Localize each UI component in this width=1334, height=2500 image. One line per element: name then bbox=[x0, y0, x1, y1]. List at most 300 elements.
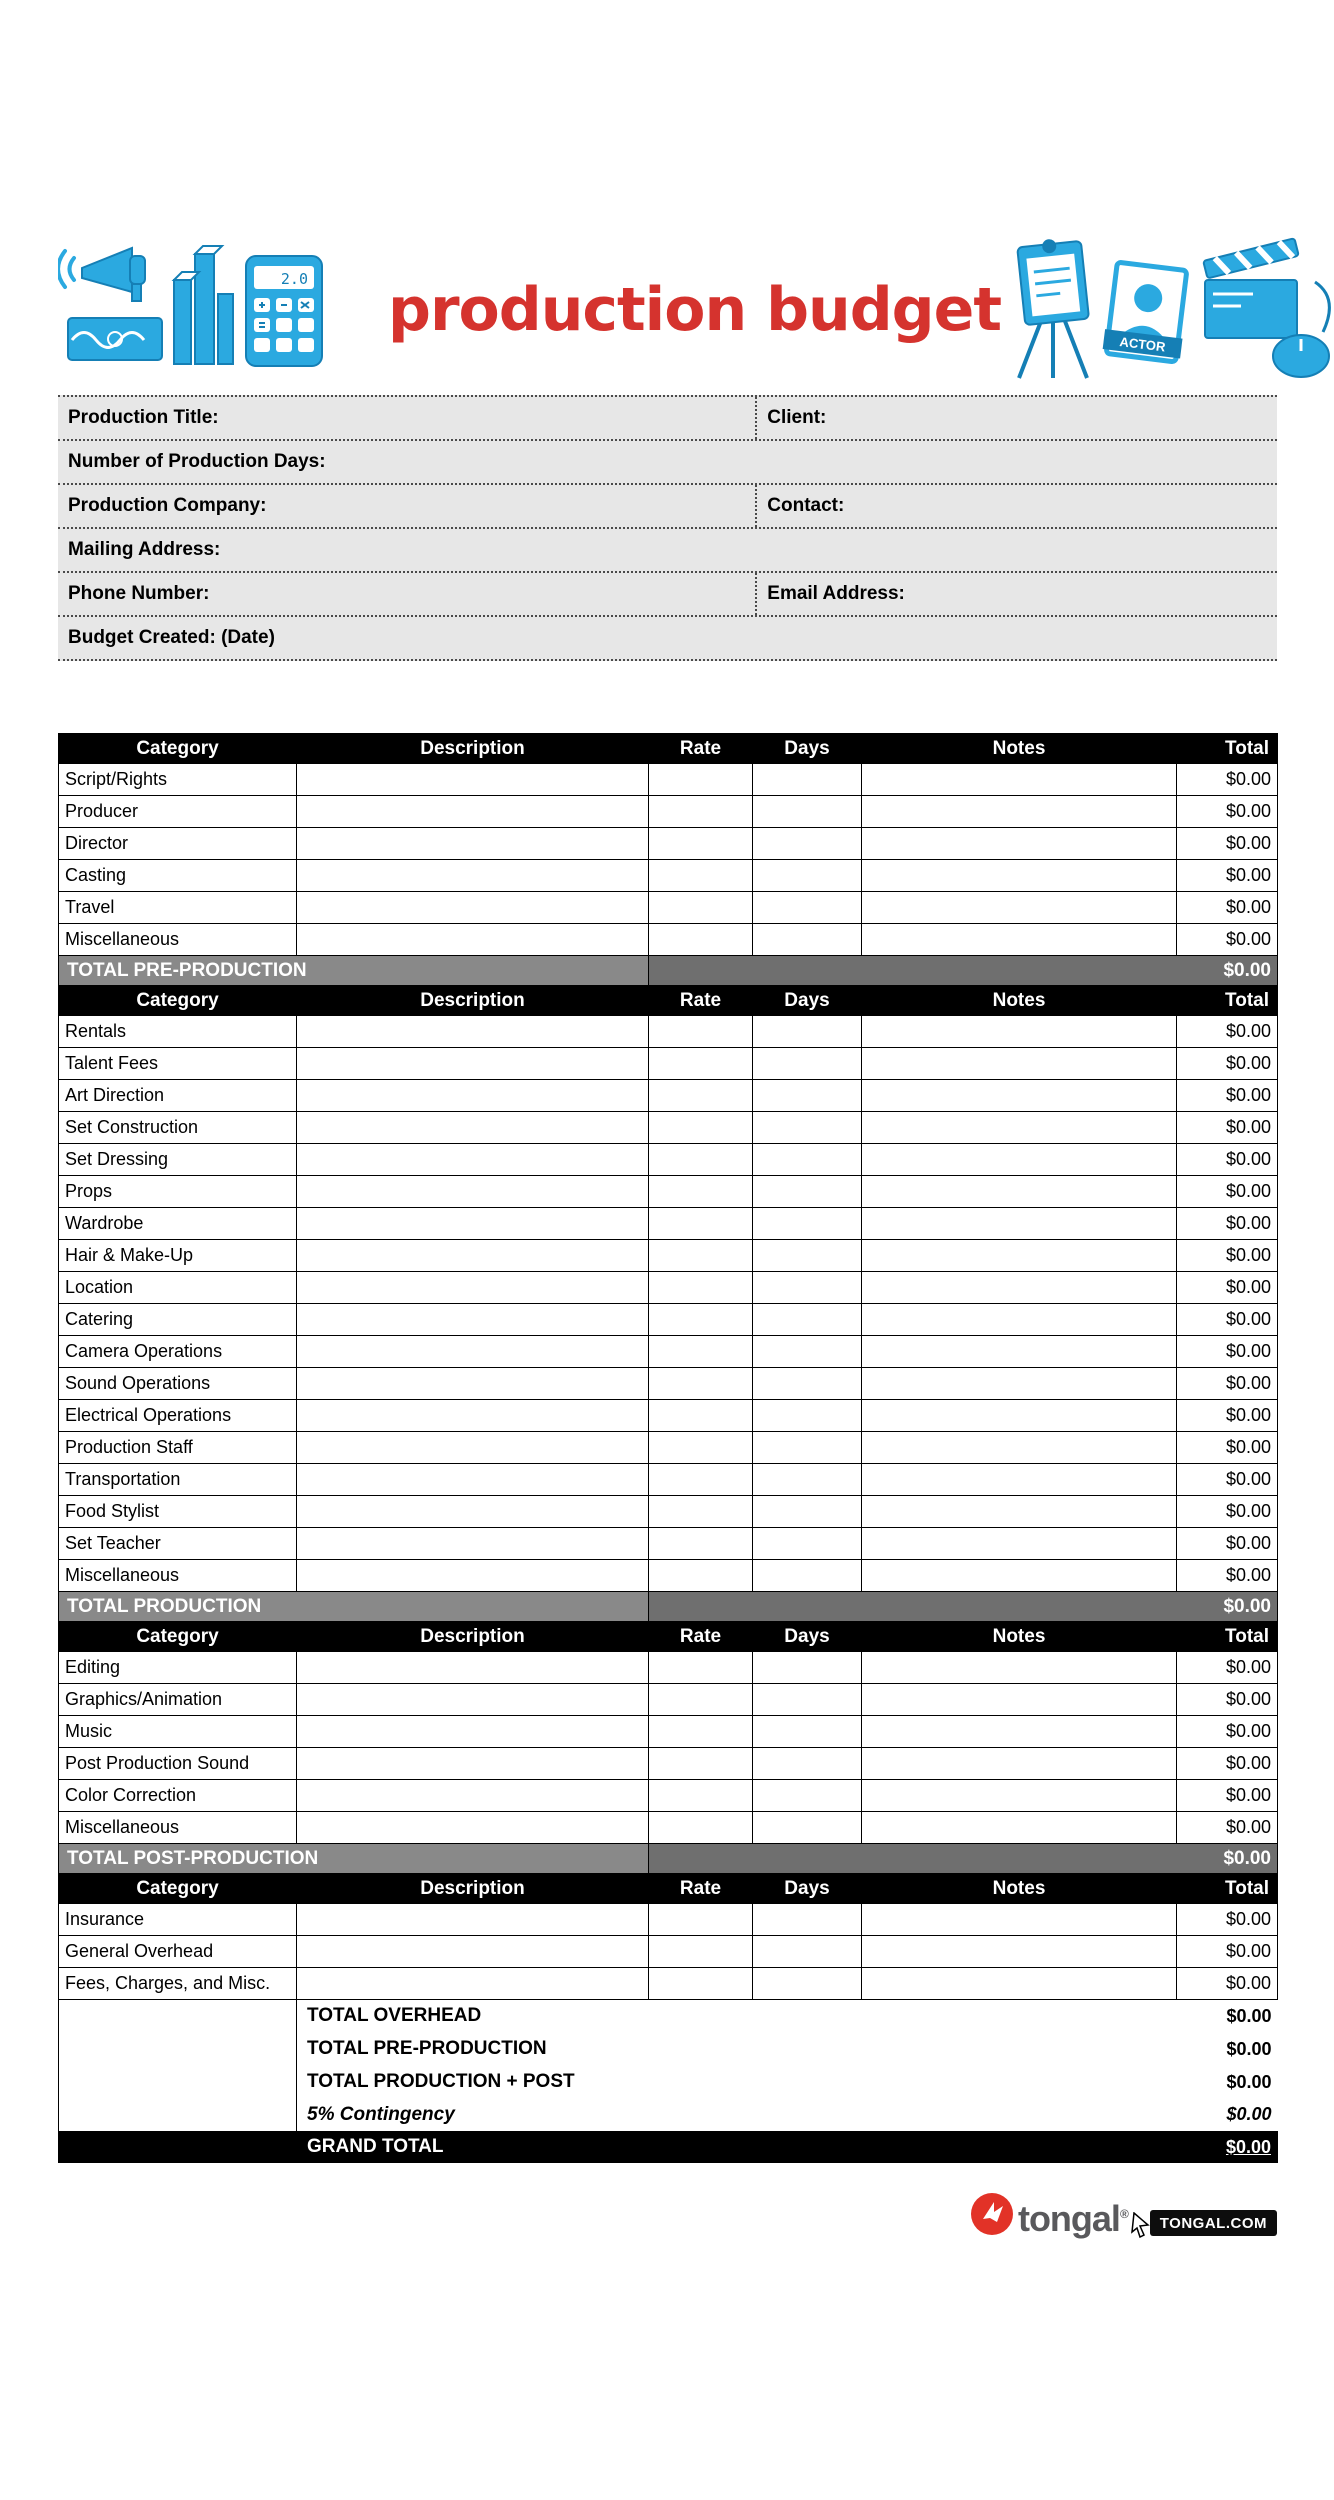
clapperboard-icon bbox=[1203, 238, 1299, 338]
input-cell-notes[interactable] bbox=[862, 1304, 1177, 1336]
category-cell: Electrical Operations bbox=[59, 1400, 297, 1432]
column-header-category: Category bbox=[59, 1622, 297, 1652]
total-cell: $0.00 bbox=[1177, 1716, 1278, 1748]
input-cell-rate[interactable] bbox=[649, 1080, 753, 1112]
input-cell-notes[interactable] bbox=[862, 1048, 1177, 1080]
input-cell-rate[interactable] bbox=[649, 1904, 753, 1936]
input-cell-days[interactable] bbox=[753, 1016, 862, 1048]
input-cell-description[interactable] bbox=[297, 1684, 649, 1716]
input-cell-notes[interactable] bbox=[862, 1716, 1177, 1748]
total-cell: $0.00 bbox=[1177, 1684, 1278, 1716]
column-header-rate: Rate bbox=[649, 1874, 753, 1904]
budget-row bbox=[59, 1904, 1278, 1936]
budget-table bbox=[58, 733, 1278, 2163]
cursor-icon bbox=[1130, 2212, 1152, 2238]
input-cell-rate[interactable] bbox=[649, 892, 753, 924]
total-cell: $0.00 bbox=[1177, 860, 1278, 892]
column-header-rate: Rate bbox=[649, 734, 753, 764]
total-cell: $0.00 bbox=[1177, 1304, 1278, 1336]
input-cell-rate[interactable] bbox=[649, 1968, 753, 2000]
input-cell-notes[interactable] bbox=[862, 1176, 1177, 1208]
budget-row bbox=[59, 1336, 1278, 1368]
input-cell-days[interactable] bbox=[753, 1904, 862, 1936]
info-field-label: Production Company: bbox=[68, 495, 267, 516]
input-cell-description[interactable] bbox=[297, 1432, 649, 1464]
input-cell-description[interactable] bbox=[297, 1368, 649, 1400]
input-cell-notes[interactable] bbox=[862, 828, 1177, 860]
input-cell-description[interactable] bbox=[297, 1528, 649, 1560]
category-cell: Miscellaneous bbox=[59, 1560, 297, 1592]
budget-row bbox=[59, 828, 1278, 860]
summary-value: $0.00 bbox=[1177, 2066, 1278, 2099]
grand-total-spacer bbox=[59, 2132, 297, 2163]
total-cell: $0.00 bbox=[1177, 924, 1278, 956]
category-cell: Location bbox=[59, 1272, 297, 1304]
category-cell: Rentals bbox=[59, 1016, 297, 1048]
category-cell: Wardrobe bbox=[59, 1208, 297, 1240]
input-cell-rate[interactable] bbox=[649, 764, 753, 796]
input-cell-notes[interactable] bbox=[862, 860, 1177, 892]
column-header-notes: Notes bbox=[862, 734, 1177, 764]
input-cell-days[interactable] bbox=[753, 1304, 862, 1336]
input-cell-description[interactable] bbox=[297, 1336, 649, 1368]
input-cell-rate[interactable] bbox=[649, 860, 753, 892]
header bbox=[58, 236, 1277, 384]
budget-row bbox=[59, 1432, 1278, 1464]
input-cell-rate[interactable] bbox=[649, 1240, 753, 1272]
table-header-row bbox=[59, 1622, 1278, 1652]
registered-mark: ® bbox=[1119, 2207, 1128, 2221]
total-cell: $0.00 bbox=[1177, 1432, 1278, 1464]
column-header-notes: Notes bbox=[862, 1622, 1177, 1652]
total-cell: $0.00 bbox=[1177, 1496, 1278, 1528]
total-cell: $0.00 bbox=[1177, 1112, 1278, 1144]
input-cell-rate[interactable] bbox=[649, 1336, 753, 1368]
category-cell: Insurance bbox=[59, 1904, 297, 1936]
section-total-row bbox=[59, 1844, 1278, 1874]
budget-row bbox=[59, 1176, 1278, 1208]
category-cell: Fees, Charges, and Misc. bbox=[59, 1968, 297, 2000]
input-cell-description[interactable] bbox=[297, 1904, 649, 1936]
input-cell-description[interactable] bbox=[297, 1936, 649, 1968]
summary-label: TOTAL PRE-PRODUCTION bbox=[297, 2033, 1177, 2066]
input-cell-description[interactable] bbox=[297, 1208, 649, 1240]
total-cell: $0.00 bbox=[1177, 1080, 1278, 1112]
calculator-display: 2.0 bbox=[280, 270, 308, 288]
column-header-description: Description bbox=[297, 734, 649, 764]
input-cell-rate[interactable] bbox=[649, 1560, 753, 1592]
section-total-value: $0.00 bbox=[649, 1592, 1278, 1622]
summary-row bbox=[59, 2099, 1278, 2132]
budget-row bbox=[59, 1272, 1278, 1304]
input-cell-days[interactable] bbox=[753, 1968, 862, 2000]
category-cell: Sound Operations bbox=[59, 1368, 297, 1400]
input-cell-description[interactable] bbox=[297, 1652, 649, 1684]
input-cell-rate[interactable] bbox=[649, 1652, 753, 1684]
category-cell: Miscellaneous bbox=[59, 1812, 297, 1844]
info-row[interactable] bbox=[58, 441, 1277, 485]
input-cell-description[interactable] bbox=[297, 860, 649, 892]
column-header-description: Description bbox=[297, 1622, 649, 1652]
input-cell-days[interactable] bbox=[753, 892, 862, 924]
grand-total-row bbox=[59, 2132, 1278, 2163]
header-doodles-left bbox=[58, 236, 388, 384]
input-cell-days[interactable] bbox=[753, 1716, 862, 1748]
input-cell-days[interactable] bbox=[753, 796, 862, 828]
summary-row bbox=[59, 2066, 1278, 2099]
input-cell-rate[interactable] bbox=[649, 1716, 753, 1748]
input-cell-days[interactable] bbox=[753, 1400, 862, 1432]
category-cell: Production Staff bbox=[59, 1432, 297, 1464]
category-cell: Director bbox=[59, 828, 297, 860]
input-cell-notes[interactable] bbox=[862, 1016, 1177, 1048]
column-header-category: Category bbox=[59, 734, 297, 764]
input-cell-notes[interactable] bbox=[862, 1780, 1177, 1812]
input-cell-description[interactable] bbox=[297, 924, 649, 956]
input-cell-notes[interactable] bbox=[862, 1368, 1177, 1400]
input-cell-days[interactable] bbox=[753, 1176, 862, 1208]
input-cell-notes[interactable] bbox=[862, 1432, 1177, 1464]
column-header-category: Category bbox=[59, 986, 297, 1016]
input-cell-days[interactable] bbox=[753, 1464, 862, 1496]
input-cell-description[interactable] bbox=[297, 1176, 649, 1208]
category-cell: Set Teacher bbox=[59, 1528, 297, 1560]
total-cell: $0.00 bbox=[1177, 1336, 1278, 1368]
summary-spacer bbox=[59, 2000, 297, 2033]
input-cell-rate[interactable] bbox=[649, 1684, 753, 1716]
table-header-row bbox=[59, 734, 1278, 764]
actor-card-icon bbox=[1102, 262, 1191, 363]
clipboard-icon bbox=[1017, 236, 1089, 378]
input-cell-notes[interactable] bbox=[862, 1968, 1177, 2000]
summary-spacer bbox=[59, 2066, 297, 2099]
input-cell-days[interactable] bbox=[753, 1368, 862, 1400]
category-cell: Props bbox=[59, 1176, 297, 1208]
input-cell-rate[interactable] bbox=[649, 1432, 753, 1464]
input-cell-notes[interactable] bbox=[862, 1336, 1177, 1368]
input-cell-rate[interactable] bbox=[649, 1812, 753, 1844]
total-cell: $0.00 bbox=[1177, 1176, 1278, 1208]
column-header-category: Category bbox=[59, 1874, 297, 1904]
input-cell-days[interactable] bbox=[753, 764, 862, 796]
category-cell: Camera Operations bbox=[59, 1336, 297, 1368]
input-cell-description[interactable] bbox=[297, 1400, 649, 1432]
summary-row bbox=[59, 2000, 1278, 2033]
input-cell-rate[interactable] bbox=[649, 924, 753, 956]
page-title: production budget bbox=[388, 275, 1001, 345]
input-cell-rate[interactable] bbox=[649, 1748, 753, 1780]
category-cell: Set Construction bbox=[59, 1112, 297, 1144]
budget-row bbox=[59, 1112, 1278, 1144]
input-cell-notes[interactable] bbox=[862, 1144, 1177, 1176]
input-cell-days[interactable] bbox=[753, 924, 862, 956]
input-cell-notes[interactable] bbox=[862, 1208, 1177, 1240]
input-cell-notes[interactable] bbox=[862, 1400, 1177, 1432]
input-cell-description[interactable] bbox=[297, 828, 649, 860]
category-cell: Food Stylist bbox=[59, 1496, 297, 1528]
total-cell: $0.00 bbox=[1177, 1400, 1278, 1432]
header-doodles-right bbox=[1001, 236, 1331, 384]
input-cell-rate[interactable] bbox=[649, 1304, 753, 1336]
section-total-row bbox=[59, 956, 1278, 986]
input-cell-description[interactable] bbox=[297, 1048, 649, 1080]
column-header-total: Total bbox=[1177, 1622, 1278, 1652]
input-cell-notes[interactable] bbox=[862, 1560, 1177, 1592]
input-cell-description[interactable] bbox=[297, 1240, 649, 1272]
category-cell: Transportation bbox=[59, 1464, 297, 1496]
input-cell-days[interactable] bbox=[753, 1560, 862, 1592]
section-total-value: $0.00 bbox=[649, 1844, 1278, 1874]
budget-row bbox=[59, 1080, 1278, 1112]
budget-row bbox=[59, 1048, 1278, 1080]
input-cell-description[interactable] bbox=[297, 796, 649, 828]
section-total-value: $0.00 bbox=[649, 956, 1278, 986]
budget-row bbox=[59, 1240, 1278, 1272]
input-cell-days[interactable] bbox=[753, 1336, 862, 1368]
input-cell-notes[interactable] bbox=[862, 764, 1177, 796]
input-cell-notes[interactable] bbox=[862, 1528, 1177, 1560]
input-cell-rate[interactable] bbox=[649, 1272, 753, 1304]
summary-label: 5% Contingency bbox=[297, 2099, 1177, 2132]
cash-icon bbox=[68, 318, 162, 360]
megaphone-icon bbox=[58, 248, 145, 301]
total-cell: $0.00 bbox=[1177, 1368, 1278, 1400]
budget-row bbox=[59, 1716, 1278, 1748]
column-header-total: Total bbox=[1177, 734, 1278, 764]
budget-row bbox=[59, 892, 1278, 924]
category-cell: Graphics/Animation bbox=[59, 1684, 297, 1716]
info-row[interactable] bbox=[58, 617, 1277, 661]
input-cell-notes[interactable] bbox=[862, 1936, 1177, 1968]
input-cell-days[interactable] bbox=[753, 1272, 862, 1304]
input-cell-notes[interactable] bbox=[862, 1080, 1177, 1112]
column-header-days: Days bbox=[753, 986, 862, 1016]
summary-value: $0.00 bbox=[1177, 2099, 1278, 2132]
total-cell: $0.00 bbox=[1177, 1528, 1278, 1560]
info-row[interactable] bbox=[58, 397, 1277, 441]
info-row[interactable] bbox=[58, 485, 1277, 529]
budget-row bbox=[59, 1400, 1278, 1432]
summary-label: TOTAL PRODUCTION + POST bbox=[297, 2066, 1177, 2099]
input-cell-rate[interactable] bbox=[649, 1048, 753, 1080]
bars-icon bbox=[174, 246, 233, 364]
input-cell-days[interactable] bbox=[753, 1528, 862, 1560]
input-cell-rate[interactable] bbox=[649, 1400, 753, 1432]
input-cell-rate[interactable] bbox=[649, 1016, 753, 1048]
input-cell-days[interactable] bbox=[753, 1112, 862, 1144]
column-header-days: Days bbox=[753, 734, 862, 764]
input-cell-description[interactable] bbox=[297, 1464, 649, 1496]
summary-spacer bbox=[59, 2099, 297, 2132]
column-header-days: Days bbox=[753, 1874, 862, 1904]
column-header-total: Total bbox=[1177, 1874, 1278, 1904]
input-cell-notes[interactable] bbox=[862, 1812, 1177, 1844]
info-field-label: Phone Number: bbox=[68, 583, 210, 604]
input-cell-days[interactable] bbox=[753, 1780, 862, 1812]
input-cell-notes[interactable] bbox=[862, 1240, 1177, 1272]
input-cell-notes[interactable] bbox=[862, 1464, 1177, 1496]
column-header-description: Description bbox=[297, 1874, 649, 1904]
total-cell: $0.00 bbox=[1177, 796, 1278, 828]
category-cell: Art Direction bbox=[59, 1080, 297, 1112]
input-cell-notes[interactable] bbox=[862, 1748, 1177, 1780]
input-cell-days[interactable] bbox=[753, 1812, 862, 1844]
info-field-label: Budget Created: (Date) bbox=[68, 627, 275, 648]
input-cell-notes[interactable] bbox=[862, 1272, 1177, 1304]
budget-row bbox=[59, 1528, 1278, 1560]
input-cell-description[interactable] bbox=[297, 1748, 649, 1780]
input-cell-notes[interactable] bbox=[862, 1652, 1177, 1684]
input-cell-notes[interactable] bbox=[862, 924, 1177, 956]
input-cell-notes[interactable] bbox=[862, 892, 1177, 924]
input-cell-days[interactable] bbox=[753, 860, 862, 892]
total-cell: $0.00 bbox=[1177, 892, 1278, 924]
category-cell: Editing bbox=[59, 1652, 297, 1684]
input-cell-description[interactable] bbox=[297, 1016, 649, 1048]
category-cell: Casting bbox=[59, 860, 297, 892]
budget-row bbox=[59, 1144, 1278, 1176]
category-cell: Post Production Sound bbox=[59, 1748, 297, 1780]
input-cell-description[interactable] bbox=[297, 892, 649, 924]
input-cell-days[interactable] bbox=[753, 1496, 862, 1528]
info-field-label: Contact: bbox=[755, 485, 1277, 527]
column-header-notes: Notes bbox=[862, 986, 1177, 1016]
tongal-logo-icon bbox=[970, 2192, 1014, 2236]
input-cell-description[interactable] bbox=[297, 1812, 649, 1844]
info-field-label: Production Title: bbox=[68, 407, 219, 428]
budget-row bbox=[59, 1464, 1278, 1496]
input-cell-notes[interactable] bbox=[862, 1112, 1177, 1144]
info-row[interactable] bbox=[58, 529, 1277, 573]
input-cell-days[interactable] bbox=[753, 1048, 862, 1080]
budget-row bbox=[59, 1304, 1278, 1336]
budget-row bbox=[59, 1208, 1278, 1240]
input-cell-rate[interactable] bbox=[649, 1780, 753, 1812]
input-cell-description[interactable] bbox=[297, 1496, 649, 1528]
input-cell-rate[interactable] bbox=[649, 1144, 753, 1176]
total-cell: $0.00 bbox=[1177, 1904, 1278, 1936]
input-cell-rate[interactable] bbox=[649, 1368, 753, 1400]
input-cell-rate[interactable] bbox=[649, 1936, 753, 1968]
total-cell: $0.00 bbox=[1177, 1016, 1278, 1048]
input-cell-description[interactable] bbox=[297, 1112, 649, 1144]
input-cell-description[interactable] bbox=[297, 1272, 649, 1304]
budget-row bbox=[59, 1812, 1278, 1844]
input-cell-days[interactable] bbox=[753, 1652, 862, 1684]
info-row[interactable] bbox=[58, 573, 1277, 617]
input-cell-notes[interactable] bbox=[862, 1684, 1177, 1716]
input-cell-description[interactable] bbox=[297, 1968, 649, 2000]
input-cell-days[interactable] bbox=[753, 828, 862, 860]
input-cell-rate[interactable] bbox=[649, 1176, 753, 1208]
total-cell: $0.00 bbox=[1177, 1208, 1278, 1240]
category-cell: Travel bbox=[59, 892, 297, 924]
input-cell-rate[interactable] bbox=[649, 828, 753, 860]
calculator-icon bbox=[246, 256, 322, 366]
input-cell-description[interactable] bbox=[297, 1080, 649, 1112]
input-cell-description[interactable] bbox=[297, 1560, 649, 1592]
input-cell-description[interactable] bbox=[297, 1780, 649, 1812]
input-cell-days[interactable] bbox=[753, 1080, 862, 1112]
summary-spacer bbox=[59, 2033, 297, 2066]
budget-row bbox=[59, 1748, 1278, 1780]
total-cell: $0.00 bbox=[1177, 828, 1278, 860]
budget-row bbox=[59, 764, 1278, 796]
category-cell: Hair & Make-Up bbox=[59, 1240, 297, 1272]
info-field-label: Mailing Address: bbox=[68, 539, 221, 560]
total-cell: $0.00 bbox=[1177, 1048, 1278, 1080]
input-cell-rate[interactable] bbox=[649, 1208, 753, 1240]
category-cell: Producer bbox=[59, 796, 297, 828]
budget-row bbox=[59, 1496, 1278, 1528]
total-cell: $0.00 bbox=[1177, 1780, 1278, 1812]
column-header-rate: Rate bbox=[649, 1622, 753, 1652]
budget-row bbox=[59, 860, 1278, 892]
input-cell-notes[interactable] bbox=[862, 796, 1177, 828]
total-cell: $0.00 bbox=[1177, 1652, 1278, 1684]
input-cell-days[interactable] bbox=[753, 1144, 862, 1176]
column-header-rate: Rate bbox=[649, 986, 753, 1016]
category-cell: Music bbox=[59, 1716, 297, 1748]
info-section bbox=[58, 395, 1277, 661]
column-header-description: Description bbox=[297, 986, 649, 1016]
input-cell-rate[interactable] bbox=[649, 1496, 753, 1528]
tongal-site-link[interactable]: TONGAL.COM bbox=[1150, 2210, 1277, 2236]
section-total-row bbox=[59, 1592, 1278, 1622]
input-cell-rate[interactable] bbox=[649, 1464, 753, 1496]
input-cell-rate[interactable] bbox=[649, 1528, 753, 1560]
input-cell-description[interactable] bbox=[297, 1144, 649, 1176]
input-cell-days[interactable] bbox=[753, 1432, 862, 1464]
input-cell-notes[interactable] bbox=[862, 1904, 1177, 1936]
category-cell: Miscellaneous bbox=[59, 924, 297, 956]
summary-value: $0.00 bbox=[1177, 2033, 1278, 2066]
input-cell-notes[interactable] bbox=[862, 1496, 1177, 1528]
input-cell-description[interactable] bbox=[297, 1716, 649, 1748]
info-field-label: Email Address: bbox=[755, 573, 1277, 615]
input-cell-description[interactable] bbox=[297, 764, 649, 796]
input-cell-description[interactable] bbox=[297, 1304, 649, 1336]
input-cell-days[interactable] bbox=[753, 1684, 862, 1716]
summary-value: $0.00 bbox=[1177, 2000, 1278, 2033]
input-cell-rate[interactable] bbox=[649, 796, 753, 828]
budget-row bbox=[59, 924, 1278, 956]
actor-card-label: ACTOR bbox=[1118, 334, 1167, 355]
total-cell: $0.00 bbox=[1177, 1968, 1278, 2000]
budget-row bbox=[59, 1684, 1278, 1716]
budget-row bbox=[59, 1016, 1278, 1048]
summary-label: TOTAL OVERHEAD bbox=[297, 2000, 1177, 2033]
category-cell: Catering bbox=[59, 1304, 297, 1336]
section-total-label: TOTAL POST-PRODUCTION bbox=[59, 1844, 649, 1874]
total-cell: $0.00 bbox=[1177, 1144, 1278, 1176]
budget-row bbox=[59, 1968, 1278, 2000]
input-cell-rate[interactable] bbox=[649, 1112, 753, 1144]
input-cell-days[interactable] bbox=[753, 1240, 862, 1272]
category-cell: General Overhead bbox=[59, 1936, 297, 1968]
input-cell-days[interactable] bbox=[753, 1936, 862, 1968]
section-total-label: TOTAL PRE-PRODUCTION bbox=[59, 956, 649, 986]
input-cell-days[interactable] bbox=[753, 1208, 862, 1240]
total-cell: $0.00 bbox=[1177, 1560, 1278, 1592]
total-cell: $0.00 bbox=[1177, 1240, 1278, 1272]
grand-total-value: $0.00 bbox=[1177, 2132, 1278, 2163]
budget-row bbox=[59, 1652, 1278, 1684]
table-header-row bbox=[59, 986, 1278, 1016]
budget-row bbox=[59, 796, 1278, 828]
total-cell: $0.00 bbox=[1177, 1812, 1278, 1844]
input-cell-days[interactable] bbox=[753, 1748, 862, 1780]
